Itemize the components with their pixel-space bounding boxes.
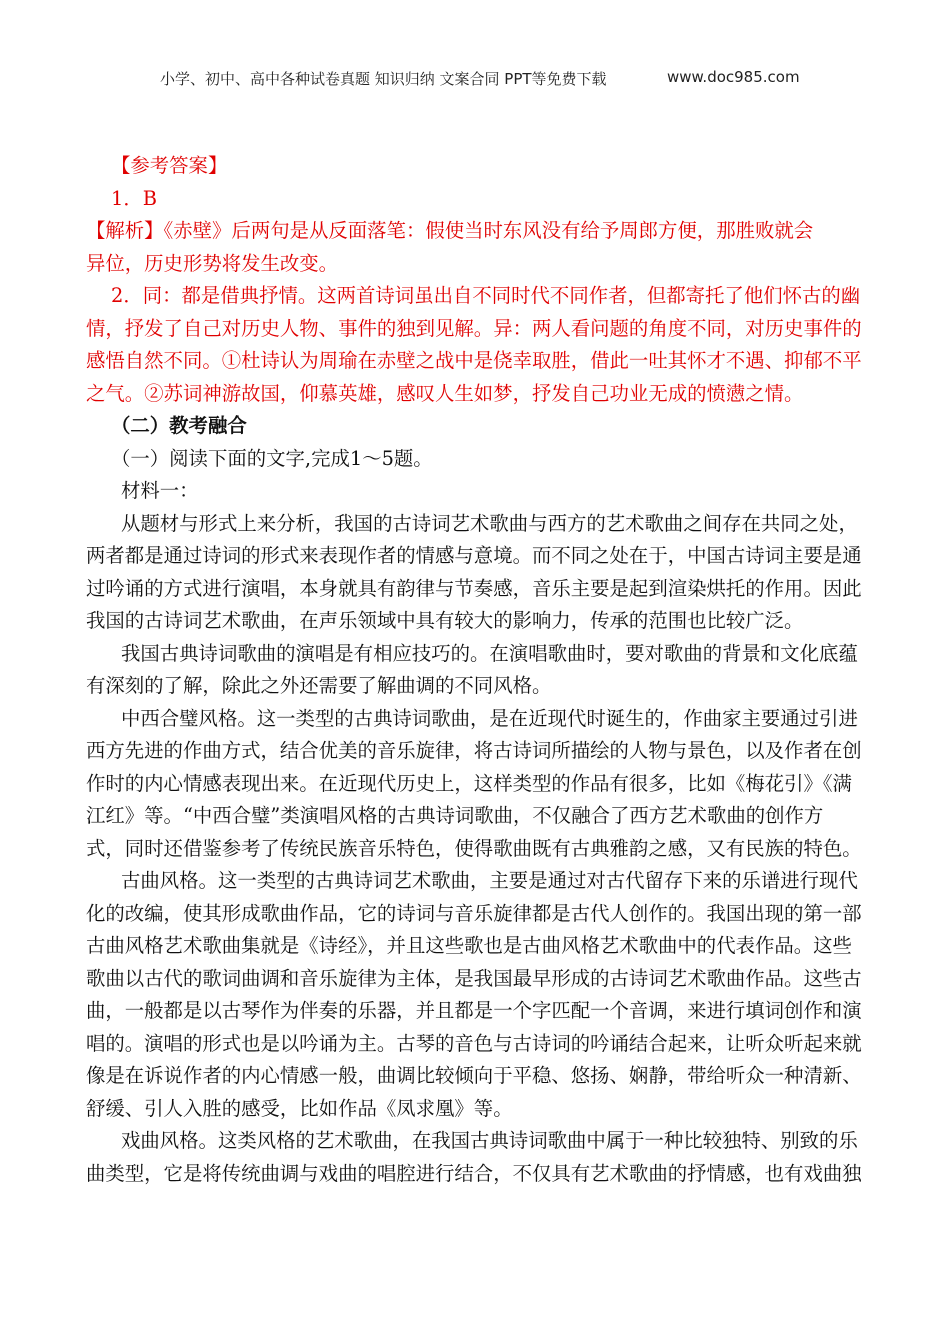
paragraph-line: 歌曲以古代的歌词曲调和音乐旋律为主体，是我国最早形成的古诗词艺术歌曲作品。这些古 [86,966,862,990]
paragraph-line: 像是在诉说作者的内心情感一般，曲调比较倾向于平稳、悠扬、娴静，带给听众一种清新、 [86,1064,862,1087]
paragraph-line: 作时的内心情感表现出来。在近现代历史上，这样类型的作品有很多，比如《梅花引》《满 [86,771,852,795]
answer-q2-line: 之气。②苏词神游故国，仰慕英雄，感叹人生如梦，抒发自己功业无成的愤懑之情。 [86,381,804,405]
paragraph-line: 舒缓、引人入胜的感受，比如作品《凤求凰》等。 [86,1096,513,1120]
paragraph-line: 我国的古诗词艺术歌曲，在声乐领域中具有较大的影响力，传承的范围也比较广泛。 [86,609,804,632]
paragraph-line: 唱的。演唱的形式也是以吟诵为主。古琴的音色与古诗词的吟诵结合起来，让听众听起来就 [86,1031,862,1055]
page-header [0,0,950,100]
answer-analysis-line: 【解析】《赤壁》后两句是从反面落笔：假使当时东风没有给予周郎方便，那胜败就会 [86,219,814,242]
paragraph-line: 从题材与形式上来分析，我国的古诗词艺术歌曲与西方的艺术歌曲之间存在共同之处， [121,511,858,535]
paragraph-line: 我国古典诗词歌曲的演唱是有相应技巧的。在演唱歌曲时，要对歌曲的背景和文化底蕴 [121,641,858,665]
paragraph-line: 曲，一般都是以古琴作为伴奏的乐器，并且都是一个字匹配一个音调，来进行填词创作和演 [86,999,862,1022]
paragraph-line: 两者都是通过诗词的形式来表现作者的情感与意境。而不同之处在于，中国古诗词主要是通 [86,544,862,567]
paragraph-line: 过吟诵的方式进行演唱，本身就具有韵律与节奏感，音乐主要是起到渲染烘托的作用。因此 [86,576,862,600]
document-body [86,150,862,1190]
answer-analysis-line: 异位，历史形势将发生改变。 [86,251,339,275]
paragraph-line: 西方先进的作曲方式，结合优美的音乐旋律，将古诗词所描绘的人物与景色，以及作者在创 [86,739,862,762]
answer-q2-line: 2．同：都是借典抒情。这两首诗词虽出自不同时代不同作者，但都寄托了他们怀古的幽 [111,284,861,307]
paragraph-line: 式，同时还借鉴参考了传统民族音乐特色，使得歌曲既有古典雅韵之感，又有民族的特色。 [86,836,862,860]
answer-q2-line: 情，抒发了自己对历史人物、事件的独到见解。异：两人看问题的角度不同，对历史事件的 [86,316,862,340]
paragraph-line: 曲类型，它是将传统曲调与戏曲的唱腔进行结合，不仅具有艺术歌曲的抒情感，也有戏曲独 [86,1161,862,1185]
header-text: 小学、初中、高中各种试卷真题 知识归纳 文案合同 PPT等免费下载 [160,70,607,88]
paragraph-line: 中西合璧风格。这一类型的古典诗词歌曲，是在近现代时诞生的，作曲家主要通过引进 [121,706,858,730]
answer-q1: 1．B [111,186,157,210]
paragraph-line: 古曲风格艺术歌曲集就是《诗经》，并且这些歌也是古曲风格艺术歌曲中的代表作品。这些 [86,934,852,957]
section-title: （二）教考融合 [111,414,247,437]
paragraph-line: 有深刻的了解，除此之外还需要了解曲调的不同风格。 [86,674,552,697]
section-intro: （一）阅读下面的文字,完成1～5题。 [111,446,433,470]
paragraph-line: 化的改编，使其形成歌曲作品，它的诗词与音乐旋律都是古代人创作的。我国出现的第一部 [86,901,862,925]
paragraph-line: 戏曲风格。这类风格的艺术歌曲，在我国古典诗词歌曲中属于一种比较独特、别致的乐 [121,1129,858,1152]
answer-q2-line: 感悟自然不同。①杜诗认为周瑜在赤壁之战中是侥幸取胜，借此一吐其怀才不遇、抑郁不平 [86,349,862,372]
material-label: 材料一： [121,479,199,502]
answer-title: 【参考答案】 [111,154,228,177]
paragraph-line: 江红》等。“中西合璧”类演唱风格的古典诗词歌曲，不仅融合了西方艺术歌曲的创作方 [86,804,824,827]
header-url[interactable]: www.doc985.com [667,68,800,86]
paragraph-line: 古曲风格。这一类型的古典诗词艺术歌曲，主要是通过对古代留存下来的乐谱进行现代 [121,869,858,892]
